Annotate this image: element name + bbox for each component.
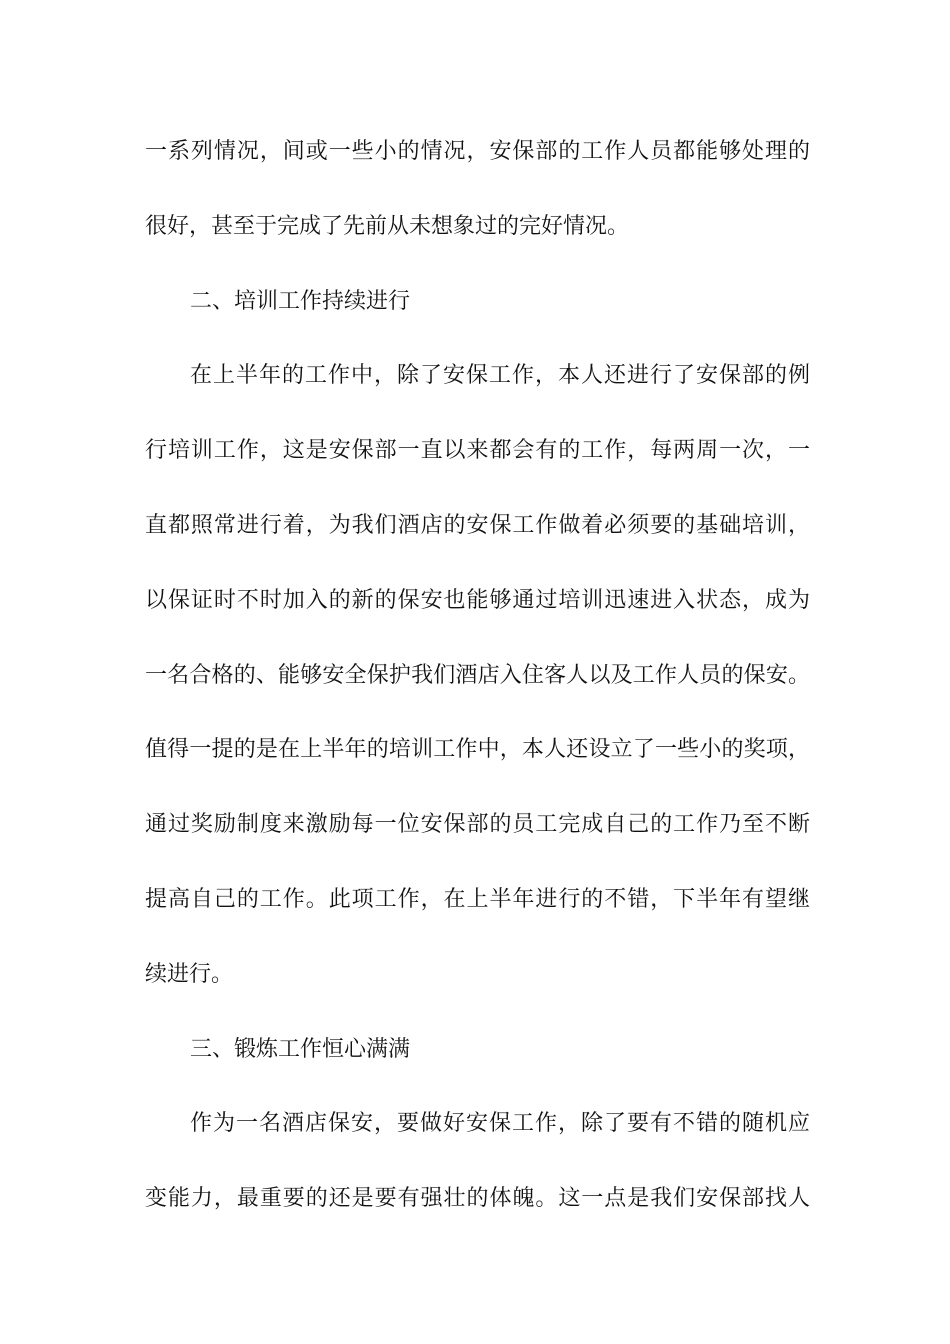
paragraph-line: 直都照常进行着，为我们酒店的安保工作做着必须要的基础培训，	[145, 512, 810, 538]
paragraph-line: 续进行。	[145, 961, 234, 987]
paragraph-line: 在上半年的工作中，除了安保工作，本人还进行了安保部的例	[190, 363, 810, 389]
paragraph-line: 通过奖励制度来激励每一位安保部的员工完成自己的工作乃至不断	[145, 812, 810, 838]
paragraph-line: 提高自己的工作。此项工作，在上半年进行的不错，下半年有望继	[145, 886, 810, 912]
section-heading: 三、锻炼工作恒心满满	[190, 1036, 411, 1062]
paragraph-line: 值得一提的是在上半年的培训工作中，本人还设立了一些小的奖项，	[145, 737, 810, 763]
paragraph-line: 变能力，最重要的还是要有强壮的体魄。这一点是我们安保部找人	[145, 1186, 810, 1212]
document-body	[145, 127, 810, 1249]
section-heading: 二、培训工作持续进行	[190, 288, 411, 314]
paragraph-line: 很好，甚至于完成了先前从未想象过的完好情况。	[145, 213, 630, 239]
paragraph-line: 作为一名酒店保安，要做好安保工作，除了要有不错的随机应	[190, 1111, 810, 1137]
paragraph-line: 一系列情况，间或一些小的情况，安保部的工作人员都能够处理的	[145, 139, 810, 164]
paragraph-line: 一名合格的、能够安全保护我们酒店入住客人以及工作人员的保安。	[145, 662, 810, 688]
paragraph-line: 以保证时不时加入的新的保安也能够通过培训迅速进入状态，成为	[145, 587, 810, 613]
paragraph-line: 行培训工作，这是安保部一直以来都会有的工作，每两周一次，一	[145, 438, 810, 464]
